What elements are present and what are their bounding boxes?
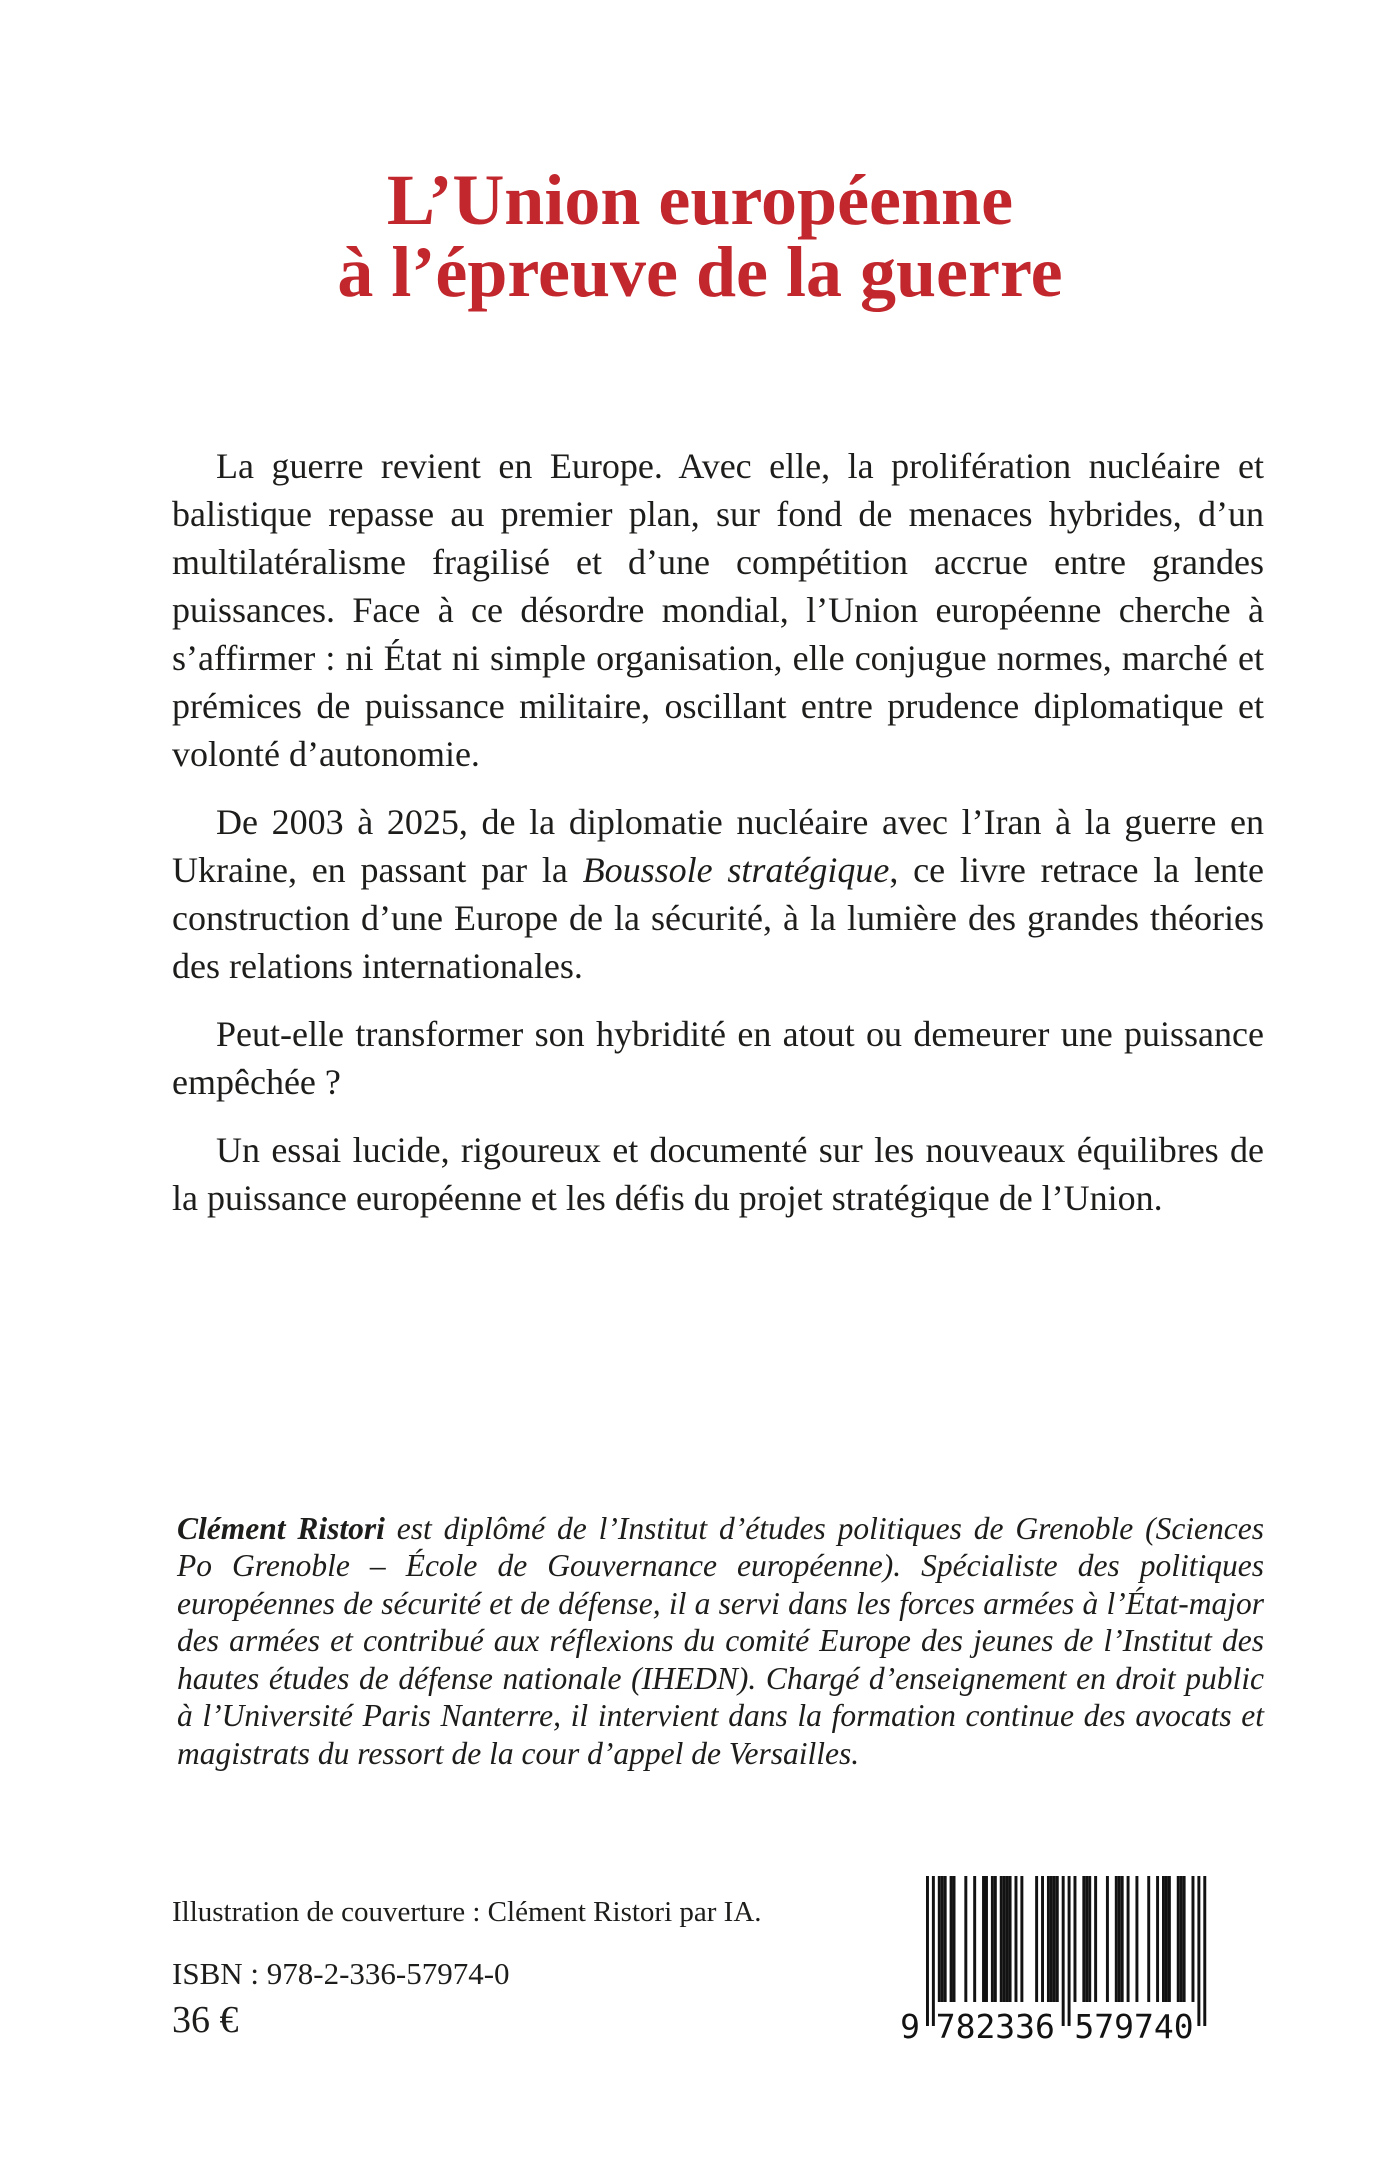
barcode-digits: 9 xyxy=(900,2007,920,2046)
text-segment: , ce livre retrace la lente construction d’une Europe de la sécurité, à la lumière des grandes théories des relations internationales. xyxy=(172,850,1264,986)
text-segment: Un essai lucide, rigoureux et documenté sur les nouveaux équilibres de la puissance européenne et les défis du projet stratégique de l’Union. xyxy=(172,1130,1264,1218)
body-paragraph xyxy=(172,1126,1264,1222)
title-line-2: à l’épreuve de la guerre xyxy=(337,232,1063,312)
body-paragraph xyxy=(172,1010,1264,1106)
body-paragraph xyxy=(172,798,1264,990)
price-text: 36 € xyxy=(172,1999,239,2041)
text-segment: La guerre revient en Europe. Avec elle, la prolifération nucléaire et balistique repasse au premier plan, sur fond de menaces hybrides, d’un multilatéralisme fragilisé et d’une compétition accrue entre grandes puissances. Face à ce désordre mondial, l’Union européenne cherche à s’affirmer : ni État ni simple organisation, elle conjugue normes, marché et prémices de puissance militaire, oscillant entre prudence diplomatique et volonté d’autonomie. xyxy=(172,446,1264,774)
barcode-digits: 782336 xyxy=(935,2007,1055,2046)
text-segment: De 2003 à 2025, de la diplomatie nucléaire avec l’Iran à la guerre en Ukraine, en passant par la xyxy=(172,802,1264,890)
title-line-1: L’Union européenne xyxy=(386,160,1014,240)
text-segment: Clément Ristori xyxy=(177,1510,385,1546)
ean13-barcode xyxy=(896,1876,1216,2051)
barcode-digits: 579740 xyxy=(1074,2007,1194,2046)
isbn-text: ISBN : 978-2-336-57974-0 xyxy=(172,1956,510,1991)
body-paragraph xyxy=(172,442,1264,778)
text-segment: est diplômé de l’Institut d’études politiques de Grenoble (Sciences Po Grenoble – École de Gouvernance européenne). Spécialiste des politiques européennes de sécurité et de défense, il a servi dans les forces armées à l’État-major des armées et contribué aux réflexions du comité Europe des jeunes de l’Institut des hautes études de défense nationale (IHEDN). Chargé d’enseignement en droit public à l’Université Paris Nanterre, il intervient dans la formation continue des avocats et magistrats du ressort de la cour d’appel de Versailles. xyxy=(177,1510,1265,1771)
text-segment: Peut-elle transformer son hybridité en atout ou demeurer une puissance empêchée ? xyxy=(172,1014,1264,1102)
body-text xyxy=(172,442,1264,1242)
book-title xyxy=(0,160,1400,312)
author-bio xyxy=(177,1510,1264,1773)
illustration-credit: Illustration de couverture : Clément Ristori par IA. xyxy=(172,1896,762,1928)
text-segment: Boussole stratégique xyxy=(582,850,890,890)
